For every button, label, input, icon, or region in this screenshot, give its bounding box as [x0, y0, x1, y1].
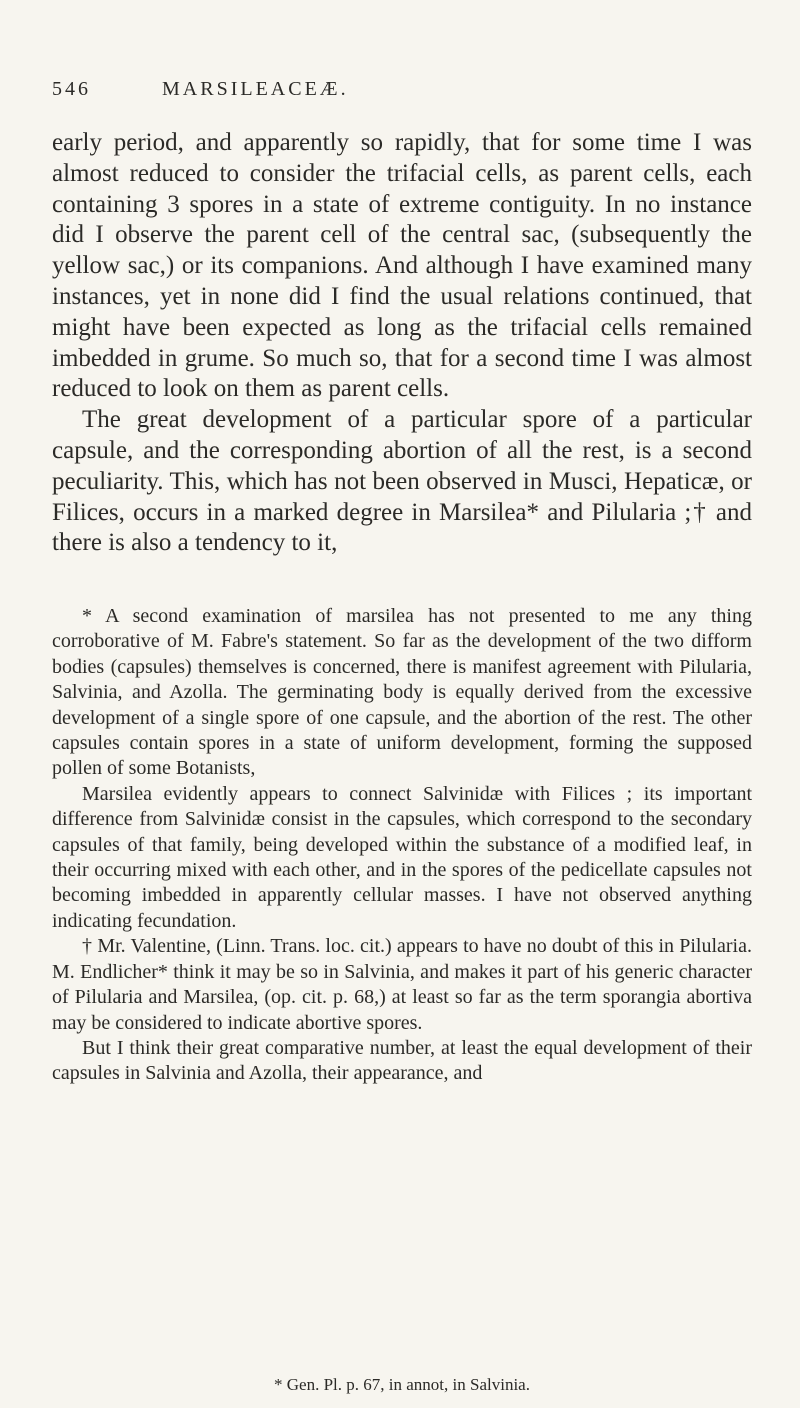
- paragraph-2: The great development of a particular spore of a particular capsule, and the corresponding abortion of all the rest, is a second peculiarity. This, which has not been observed in Musci, Hepaticæ, or Filices, occurs in a marked degree in Marsilea* and Pilularia ;† and there is also a tendency to it,: [52, 406, 752, 557]
- bottom-footnote: * Gen. Pl. p. 67, in annot, in Salvinia.: [274, 1375, 530, 1394]
- footnote-valentine: † Mr. Valentine, (Linn. Trans. loc. cit.) appears to have no doubt of this in Pilularia. M. Endlicher* think it may be so in Salvinia, and makes it part of his generic character of Pilularia and Marsilea, (op. cit. p. 68,) at least so far as the term sporangia abortiva may be considered to indicate abortive spores.: [52, 935, 752, 1034]
- running-title: MARSILEACEÆ.: [162, 78, 349, 100]
- page-number: 546: [52, 78, 91, 100]
- page-header: [52, 78, 752, 114]
- footnotes: [52, 604, 752, 1087]
- paragraph-1: early period, and apparently so rapidly, that for some time I was almost reduced to consider the trifacial cells, as parent cells, each containing 3 spores in a state of extreme contiguity. In no instance did I observe the parent cell of the central sac, (subsequently the yellow sac,) or its companions. And although I have examined many instances, yet in none did I find the usual relations continued, that might have been expected as long as the trifacial cells remained imbedded in grume. So much so, that for a second time I was almost reduced to look on them as parent cells.: [52, 129, 752, 403]
- footnote-marsilea: * A second examination of marsilea has not presented to me any thing corroborative of M. Fabre's statement. So far as the development of the two difform bodies (capsules) themselves is concerned, there is manifest agreement with Pilularia, Salvinia, and Azolla. The germinating body is equally derived from the excessive development of a single spore of one capsule, and the abortion of the rest. The other capsules contain spores in a state of uniform development, forming the supposed pollen of some Botanists,: [52, 605, 752, 780]
- footnote-marsilea-continued: Marsilea evidently appears to connect Salvinidæ with Filices ; its important difference from Salvinidæ consist in the capsules, which correspond to the secondary capsules of that family, being developed within the substance of a modified leaf, in their occurring mixed with each other, and in the spores of the pedicellate capsules not becoming imbedded in apparently cellular masses. I have not observed anything indicating fecundation.: [52, 782, 752, 932]
- main-text: [52, 128, 752, 559]
- footnote-valentine-continued: But I think their great comparative number, at least the equal development of their capsules in Salvinia and Azolla, their appearance, and: [52, 1036, 752, 1085]
